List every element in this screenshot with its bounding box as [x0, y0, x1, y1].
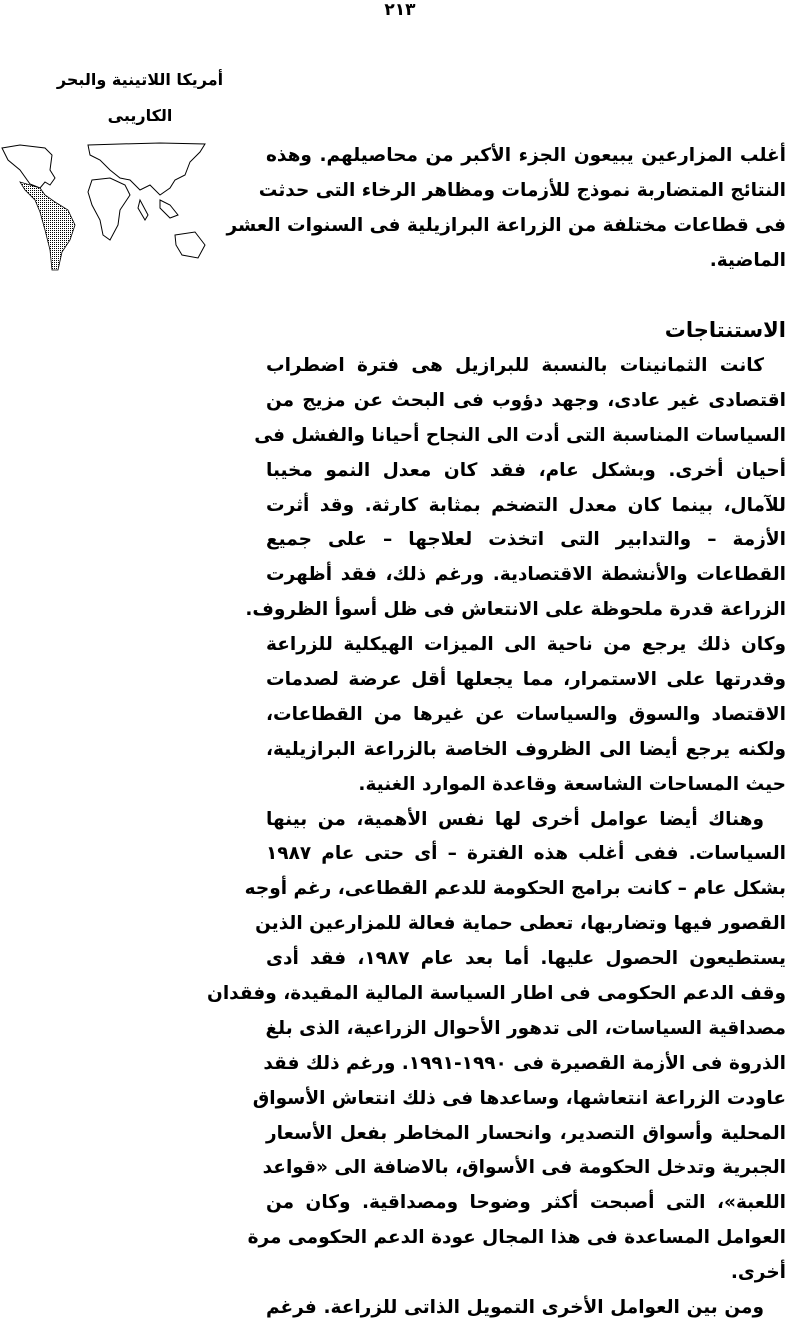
- text-line: الزراعة قدرة ملحوظة على الانتعاش فى ظل أسوأ الظروف.: [245, 599, 786, 621]
- text-line: عاودت الزراعة انتعاشها، وساعدها فى ذلك انتعاش الأسواق: [252, 1087, 786, 1109]
- text-line: وقدرتها على الاستمرار، مما يجعلها أقل عرضة لصدمات: [266, 669, 786, 691]
- page-number: ٢١٣: [384, 0, 416, 20]
- paragraph: [245, 349, 786, 803]
- world-map-icon: [0, 140, 215, 275]
- text-line: الجبرية وتدخل الحكومة فى الأسواق، بالاضافة الى «قواعد: [262, 1157, 786, 1179]
- intro-paragraph: [226, 139, 786, 279]
- text-line: وقف الدعم الحكومى فى اطار السياسة المالية المقيدة، وفقدان: [207, 983, 786, 1005]
- text-line: العوامل المساعدة فى هذا المجال عودة الدعم الحكومى مرة: [247, 1227, 786, 1249]
- text-line: يستطيعون الحصول عليها. أما بعد عام ١٩٨٧، فقد أدى: [266, 948, 786, 970]
- text-line: اللعبة»، التى أصبحت أكثر وضوحا ومصداقية. وكان من: [266, 1192, 786, 1214]
- text-line: مصداقية السياسات، الى تدهور الأحوال الزراعية، الذى بلغ: [265, 1017, 786, 1039]
- text-line: السياسات المناسبة التى أدت الى النجاح أحيانا والفشل فى: [254, 424, 786, 446]
- text-line: الاقتصاد والسوق والسياسات عن غيرها من القطاعات،: [266, 703, 786, 725]
- paragraph: [207, 803, 786, 1291]
- text-line: وهناك أيضا عوامل أخرى لها نفس الأهمية، من بينها: [266, 808, 764, 830]
- text-line: وكان ذلك يرجع من ناحية الى الميزات الهيكلية للزراعة: [266, 634, 786, 656]
- sidebar-section-label: [0, 62, 280, 134]
- text-line: كانت الثمانينات بالنسبة للبرازيل هى فترة اضطراب: [266, 355, 764, 376]
- text-line: السياسات. ففى أغلب هذه الفترة – أى حتى عام ١٩٨٧: [266, 843, 786, 865]
- text-line: الماضية.: [709, 249, 786, 271]
- text-line: حيث المساحات الشاسعة وقاعدة الموارد الغنية.: [358, 773, 786, 795]
- text-line: النتائج المتضاربة نموذج للأزمات ومظاهر الرخاء التى حدثت: [258, 179, 786, 201]
- text-line: اقتصادى غير عادى، وجهد دؤوب فى البحث عن مزيج من: [266, 389, 786, 411]
- text-line: ومن بين العوامل الأخرى التمويل الذاتى للزراعة. فرغم: [266, 1297, 764, 1319]
- text-line: أغلب المزارعين يبيعون الجزء الأكبر من محاصيلهم. وهذه: [266, 145, 786, 166]
- text-line: أحيان أخرى. وبشكل عام، فقد كان معدل النمو مخيبا: [266, 459, 786, 481]
- text-line: ولكنه يرجع أيضا الى الظروف الخاصة بالزراعة البرازيلية،: [266, 738, 786, 760]
- text-line: بشكل عام – كانت برامج الحكومة للدعم القطاعى، رغم أوجه: [244, 878, 786, 900]
- body-text: [207, 349, 786, 1326]
- text-line: أخرى.: [730, 1262, 786, 1284]
- text-line: المحلية وأسواق التصدير، وانحسار المخاطر بفعل الأسعار: [266, 1122, 786, 1144]
- text-line: القطاعات والأنشطة الاقتصادية. ورغم ذلك، فقد أظهرت: [266, 564, 786, 586]
- sidebar-title-line: الكاريبى: [107, 106, 173, 125]
- text-line: فى قطاعات مختلفة من الزراعة البرازيلية فى السنوات العشر: [226, 214, 786, 236]
- paragraph: [266, 1291, 786, 1326]
- text-line: الذروة فى الأزمة القصيرة فى ١٩٩٠-١٩٩١. ورغم ذلك فقد: [263, 1052, 786, 1074]
- sidebar-title-line: أمريكا اللاتينية والبحر: [56, 70, 224, 89]
- text-line: للآمال، بينما كان معدل التضخم بمثابة كارثة. وقد أثرت: [266, 494, 786, 516]
- section-heading: الاستنتاجات: [664, 318, 786, 342]
- text-line: القصور فيها وتضاربها، تعطى حماية فعالة للمزارعين الذين: [255, 913, 786, 935]
- text-line: الأزمة – والتدابير التى اتخذت لعلاجها – على جميع: [266, 529, 786, 551]
